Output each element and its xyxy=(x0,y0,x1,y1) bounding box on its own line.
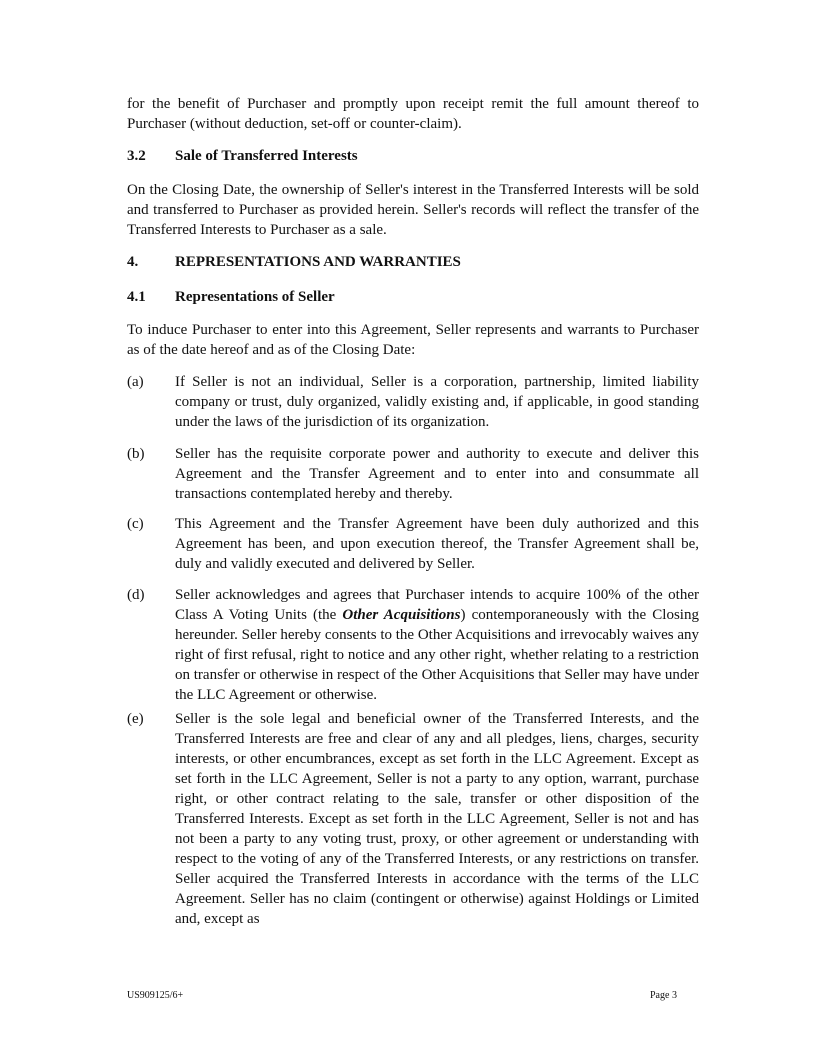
section-3-2-body: On the Closing Date, the ownership of Seller's interest in the Transferred Interests will be sold and transferred to Purchaser as provided herein. Seller's records will reflect the transfer of the Transferred Interests to Purchaser as a sale. xyxy=(127,182,699,238)
section-4-heading xyxy=(127,252,461,272)
list-item-a xyxy=(127,372,699,432)
section-number: 3.2 xyxy=(127,148,146,164)
item-text: Seller is the sole legal and beneficial owner of the Transferred Interests, and the Transferred Interests are free and clear of any and all pledges, liens, charges, security interests, or other encumbrances, except as set forth in the LLC Agreement. Except as set forth in the LLC Agreement, Seller is not a party to any option, warrant, purchase right, or other contract relating to the sale, transfer or other disposition of the Transferred Interests. Except as set forth in the LLC Agreement, Seller is not and has not been a party to any voting trust, proxy, or other agreement or understanding with respect to the voting of any of the Transferred Interests, or any restrictions on transfer. Seller acquired the Transferred Interests in accordance with the terms of the LLC Agreement. Seller has no claim (contingent or otherwise) against Holdings or Limited and, except as xyxy=(175,711,699,927)
list-item-c xyxy=(127,514,699,574)
list-item-e xyxy=(127,709,699,929)
section-number: 4.1 xyxy=(127,289,146,305)
item-label: (e) xyxy=(127,711,144,727)
section-3-2-heading xyxy=(127,146,358,166)
footer-doc-id: US909125/6+ xyxy=(127,990,184,1001)
item-label: (b) xyxy=(127,446,145,462)
item-text: This Agreement and the Transfer Agreement have been duly authorized and this Agreement has been, and upon execution thereof, the Transfer Agreement shall be, duly and validly executed and delivered by Seller. xyxy=(175,516,699,572)
section-title: Representations of Seller xyxy=(175,289,335,305)
defined-term: Other Acquisitions xyxy=(342,607,461,623)
section-title: Sale of Transferred Interests xyxy=(175,148,358,164)
continuation-paragraph: for the benefit of Purchaser and promptly upon receipt remit the full amount thereof to Purchaser (without deduction, set-off or counter-claim). xyxy=(127,96,699,132)
item-label: (a) xyxy=(127,374,144,390)
section-4-1-heading xyxy=(127,287,335,307)
item-text: Seller has the requisite corporate power and authority to execute and deliver this Agreement and the Transfer Agreement and to enter into and consummate all transactions contemplated hereby and thereby. xyxy=(175,446,699,502)
item-text xyxy=(175,585,699,705)
section-4-1-intro: To induce Purchaser to enter into this Agreement, Seller represents and warrants to Purchaser as of the date hereof and as of the Closing Date: xyxy=(127,322,699,358)
item-text-before: Seller acknowledges and agrees that Purchaser intends to acquire 100% of the other Class A Voting Units (the xyxy=(175,587,699,623)
section-title: REPRESENTATIONS AND WARRANTIES xyxy=(175,254,461,270)
item-text: If Seller is not an individual, Seller is a corporation, partnership, limited liability company or trust, duly organized, validly existing and, if applicable, in good standing under the laws of the jurisdiction of its organization. xyxy=(175,374,699,430)
list-item-d xyxy=(127,585,699,705)
section-number: 4. xyxy=(127,254,139,270)
item-label: (c) xyxy=(127,516,144,532)
item-label: (d) xyxy=(127,587,145,603)
footer-page-number: Page 3 xyxy=(650,990,677,1001)
item-text-after: ) contemporaneously with the Closing hereunder. Seller hereby consents to the Other Acquisitions and irrevocably waives any right of first refusal, right to notice and any other right, whether relating to a restriction on transfer or otherwise in respect of the Other Acquisitions that Seller may have under the LLC Agreement or otherwise. xyxy=(175,607,700,703)
list-item-b xyxy=(127,444,699,504)
